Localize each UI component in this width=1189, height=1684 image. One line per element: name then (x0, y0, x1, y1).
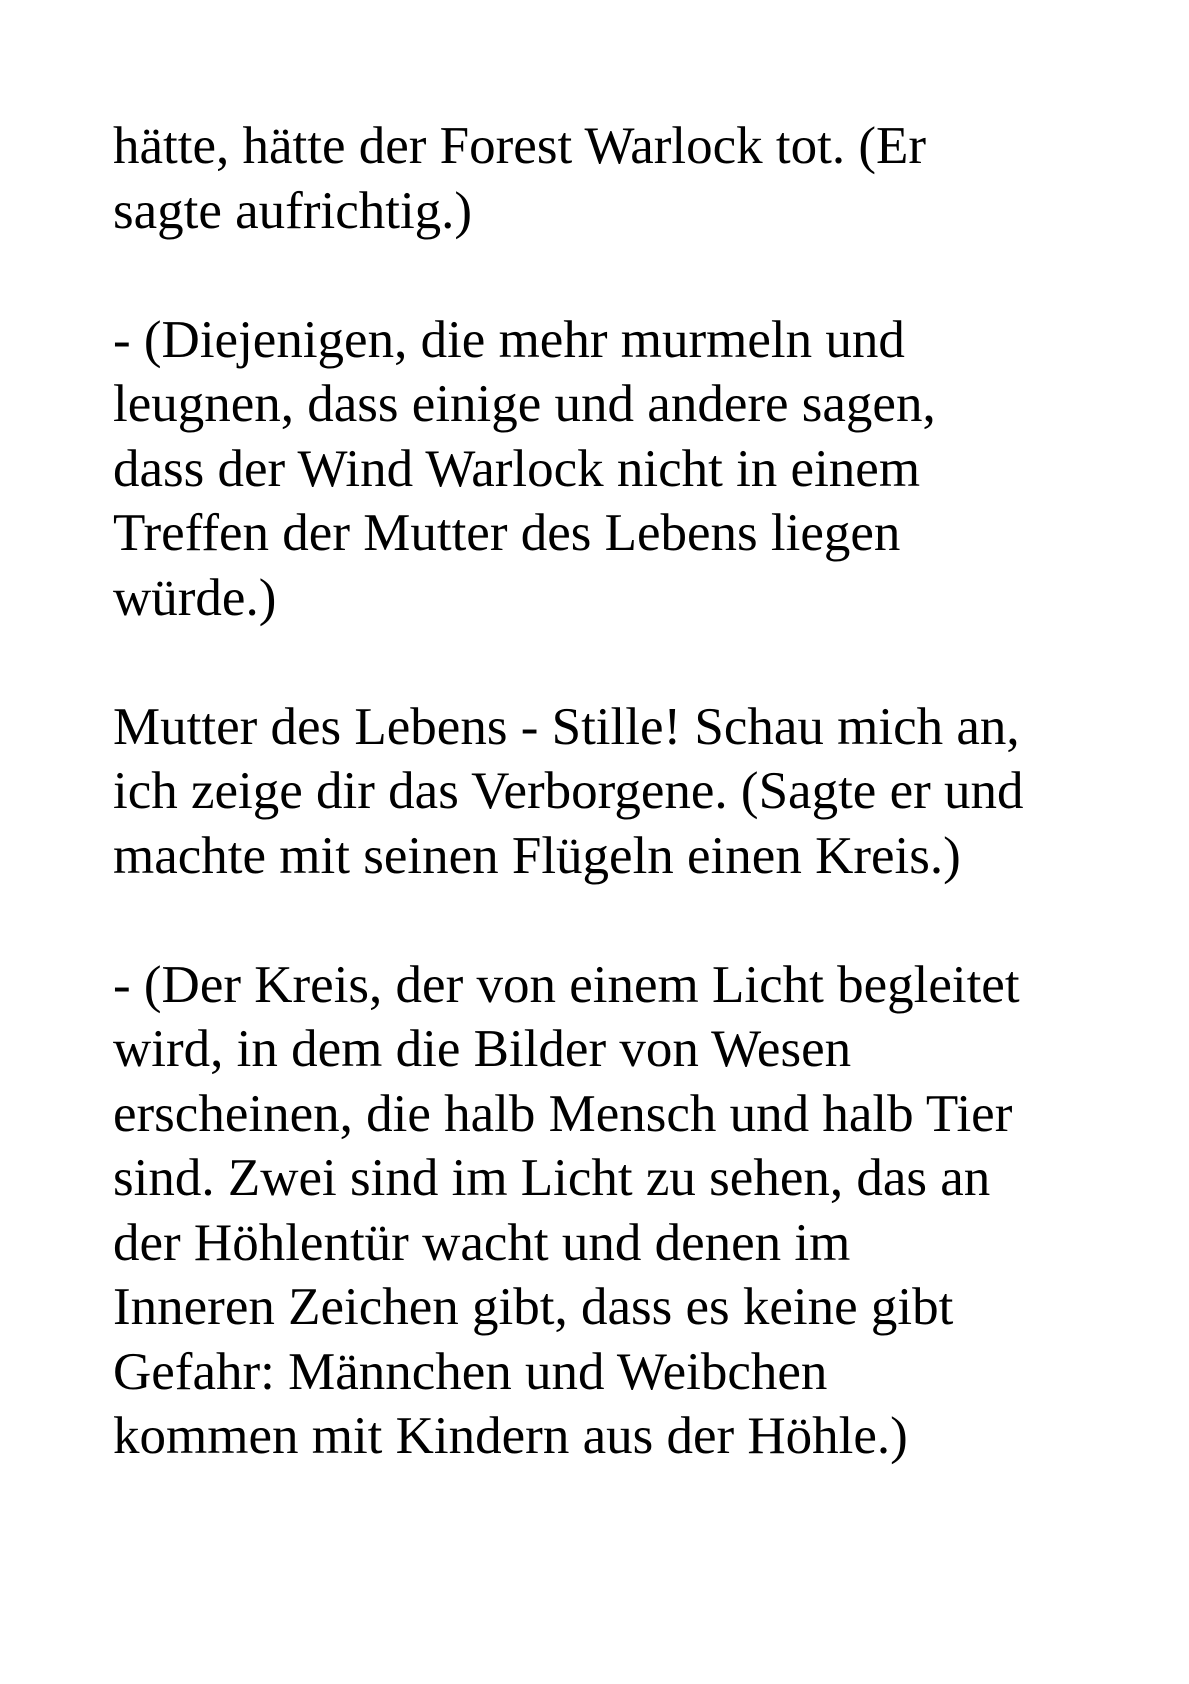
text-line: machte mit seinen Flügeln einen Kreis.) (113, 826, 961, 885)
text-line: dass der Wind Warlock nicht in einem (113, 439, 921, 498)
text-line: hätte, hätte der Forest Warlock tot. (Er (113, 117, 927, 175)
text-line: - (Der Kreis, der von einem Licht begleitet (113, 955, 1020, 1014)
text-line: - (Diejenigen, die mehr murmeln und (113, 310, 905, 369)
paragraph (113, 308, 1113, 631)
text-line: sind. Zwei sind im Licht zu sehen, das an (113, 1149, 991, 1207)
text-line: ich zeige dir das Verborgene. (Sagte er und (113, 762, 1024, 820)
text-line: der Höhlentür wacht und denen im (113, 1213, 851, 1272)
text-line: Inneren Zeichen gibt, dass es keine gibt (113, 1278, 954, 1336)
text-line: erscheinen, die halb Mensch und halb Tier (113, 1084, 1013, 1143)
paragraph (113, 114, 1113, 243)
document-text (113, 114, 1113, 1469)
paragraph-spacer (113, 888, 1113, 953)
text-line: wird, in dem die Bilder von Wesen (113, 1020, 852, 1078)
paragraph (113, 695, 1113, 889)
text-line: Treffen der Mutter des Lebens liegen (113, 504, 901, 562)
text-line: Mutter des Lebens - Stille! Schau mich an, (113, 697, 1020, 756)
text-line: leugnen, dass einige und andere sagen, (113, 375, 936, 433)
paragraph-spacer (113, 243, 1113, 308)
text-line: würde.) (113, 568, 277, 627)
text-line: kommen mit Kindern aus der Höhle.) (113, 1407, 908, 1465)
text-line: sagte aufrichtig.) (113, 181, 473, 240)
paragraph (113, 953, 1113, 1469)
paragraph-spacer (113, 630, 1113, 695)
text-line: Gefahr: Männchen und Weibchen (113, 1342, 828, 1401)
